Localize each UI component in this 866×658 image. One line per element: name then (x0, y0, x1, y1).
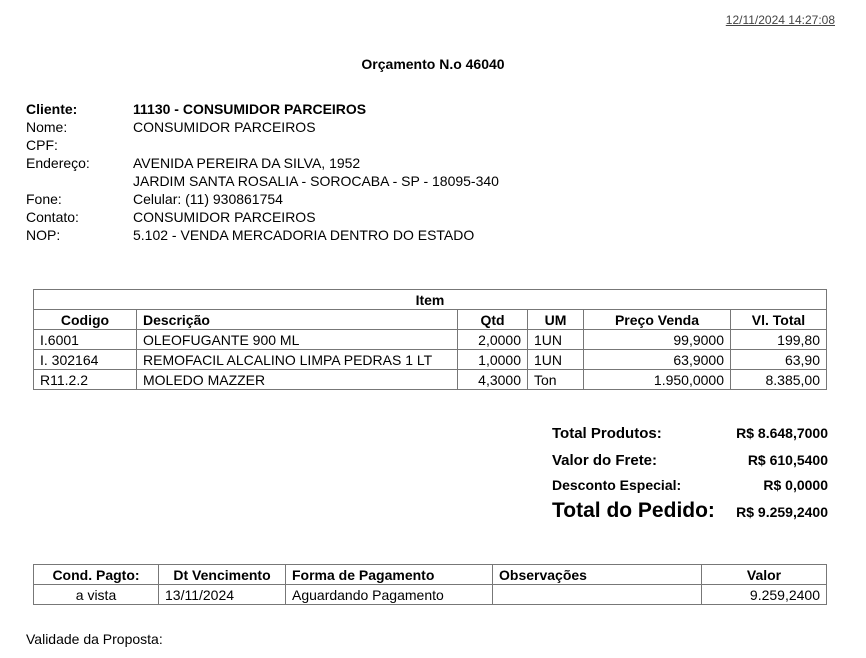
cell-qtd: 2,0000 (458, 330, 528, 350)
col-forma-pagamento: Forma de Pagamento (286, 565, 493, 585)
cell-cond-pagto: a vista (34, 585, 159, 605)
cell-total: 8.385,00 (731, 370, 827, 390)
cell-um: 1UN (528, 350, 584, 370)
desconto-label: Desconto Especial: (552, 477, 682, 493)
col-dt-vencimento: Dt Vencimento (159, 565, 286, 585)
page-title: Orçamento N.o 46040 (361, 56, 505, 72)
totals-block (552, 425, 828, 527)
total-pedido-label: Total do Pedido: (552, 499, 715, 522)
total-produtos-value: R$ 8.648,7000 (736, 425, 828, 441)
fone-value: Celular: (11) 930861754 (133, 191, 283, 207)
cpf-label: CPF: (26, 137, 58, 153)
cell-forma-pagamento: Aguardando Pagamento (286, 585, 493, 605)
col-descricao: Descrição (137, 310, 458, 330)
col-total: Vl. Total (731, 310, 827, 330)
cell-valor: 9.259,2400 (702, 585, 827, 605)
col-um: UM (528, 310, 584, 330)
cell-dt-vencimento: 13/11/2024 (159, 585, 286, 605)
desconto-value: R$ 0,0000 (763, 477, 828, 493)
col-qtd: Qtd (458, 310, 528, 330)
total-produtos-label: Total Produtos: (552, 425, 662, 442)
nome-label: Nome: (26, 119, 68, 135)
contato-value: CONSUMIDOR PARCEIROS (133, 209, 316, 225)
cell-total: 63,90 (731, 350, 827, 370)
nop-label: NOP: (26, 227, 61, 243)
nop-value: 5.102 - VENDA MERCADORIA DENTRO DO ESTADO (133, 227, 475, 243)
cell-qtd: 4,3000 (458, 370, 528, 390)
table-row (34, 350, 827, 370)
col-codigo: Codigo (34, 310, 137, 330)
table-row (34, 330, 827, 350)
cell-descricao: OLEOFUGANTE 900 ML (137, 330, 458, 350)
cell-total: 199,80 (731, 330, 827, 350)
cell-codigo: I. 302164 (34, 350, 137, 370)
validade-label: Validade da Proposta: (26, 631, 163, 647)
cell-observacoes (493, 585, 702, 605)
contato-label: Contato: (26, 209, 79, 225)
endereco-label: Endereço: (26, 155, 90, 171)
frete-label: Valor do Frete: (552, 452, 658, 469)
nome-value: CONSUMIDOR PARCEIROS (133, 119, 316, 135)
col-valor: Valor (702, 565, 827, 585)
payment-table (33, 564, 827, 605)
cell-codigo: R11.2.2 (34, 370, 137, 390)
col-preco: Preço Venda (584, 310, 731, 330)
items-caption: Item (34, 290, 827, 310)
col-observacoes: Observações (493, 565, 702, 585)
cliente-value: 11130 - CONSUMIDOR PARCEIROS (133, 101, 367, 117)
table-row (34, 370, 827, 390)
items-table (33, 289, 827, 390)
endereco-line1: AVENIDA PEREIRA DA SILVA, 1952 (133, 155, 361, 171)
endereco-line2: JARDIM SANTA ROSALIA - SOROCABA - SP - 18095-340 (133, 173, 499, 189)
fone-label: Fone: (26, 191, 62, 207)
cell-qtd: 1,0000 (458, 350, 528, 370)
cell-um: 1UN (528, 330, 584, 350)
frete-value: R$ 610,5400 (747, 452, 828, 468)
total-pedido-value: R$ 9.259,2400 (736, 504, 828, 520)
cell-preco: 99,9000 (584, 330, 731, 350)
print-timestamp: 12/11/2024 14:27:08 (725, 13, 835, 27)
cell-preco: 63,9000 (584, 350, 731, 370)
cell-preco: 1.950,0000 (584, 370, 731, 390)
cell-codigo: I.6001 (34, 330, 137, 350)
cell-descricao: REMOFACIL ALCALINO LIMPA PEDRAS 1 LT (137, 350, 458, 370)
cliente-label: Cliente: (26, 101, 78, 117)
table-row (34, 585, 827, 605)
cell-descricao: MOLEDO MAZZER (137, 370, 458, 390)
col-cond-pagto: Cond. Pagto: (34, 565, 159, 585)
client-info (26, 100, 499, 244)
cell-um: Ton (528, 370, 584, 390)
